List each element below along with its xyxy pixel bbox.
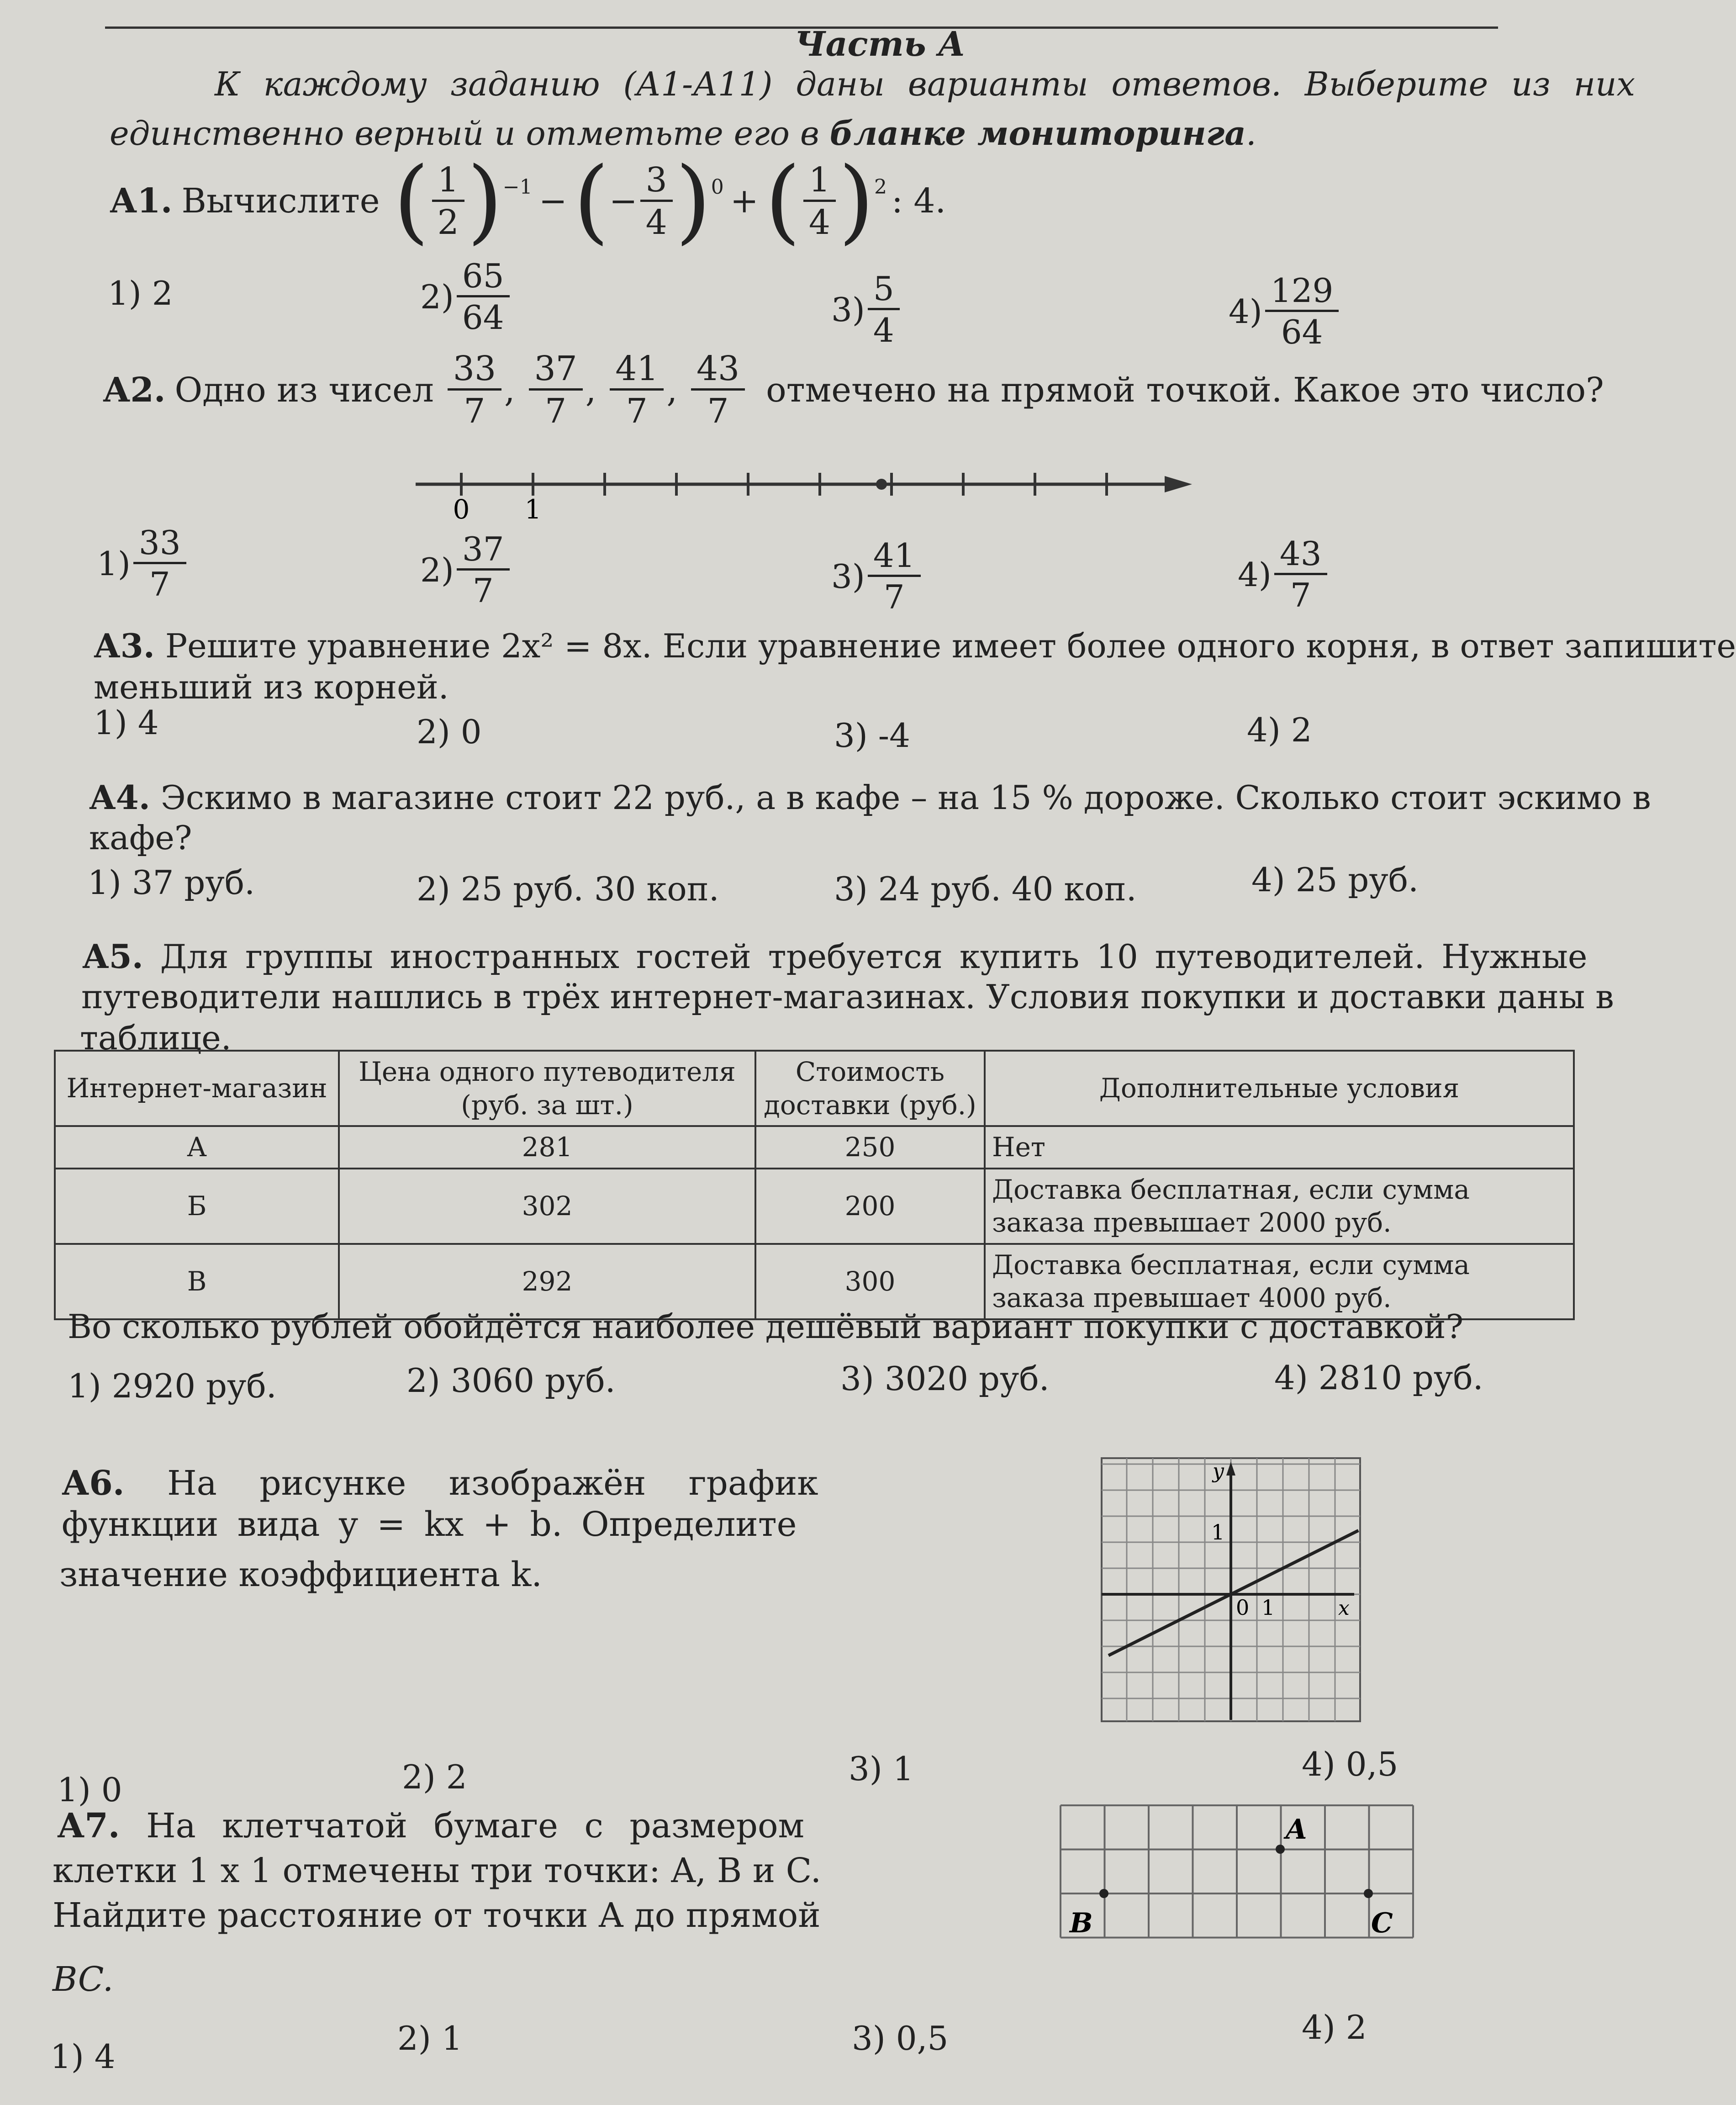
a2-opt1-n: 33 <box>133 526 186 564</box>
a1-f3-den: 4 <box>808 202 830 242</box>
a2-f2-n: 37 <box>529 352 583 391</box>
a7-label-b: B <box>1070 1907 1093 1939</box>
a1-option-1[interactable] <box>108 274 173 312</box>
intro-line-2-a: единственно верный и отметьте его в <box>110 114 830 153</box>
intro-line-2-c: . <box>1245 114 1256 153</box>
a1-paren-open-1: ( <box>393 148 429 254</box>
a7-grid-lines <box>1061 1805 1413 1938</box>
a6-option-4[interactable]: 4) 0,5 <box>1302 1745 1398 1783</box>
a2-opt4-n: 43 <box>1274 537 1327 575</box>
a2-opt1-num: 1) <box>97 544 131 583</box>
a2-opt3-frac <box>868 536 921 616</box>
a5-th-shop: Интернет-магазин <box>55 1051 339 1126</box>
a2-option-1[interactable] <box>97 526 189 601</box>
a1-opt2-n: 65 <box>457 259 510 297</box>
a1-f1-den: 2 <box>437 202 459 242</box>
a1-option-2[interactable] <box>420 257 512 337</box>
a4-label: А4. <box>89 778 150 817</box>
a1-fraction-1 <box>432 160 464 242</box>
table-row <box>55 1126 1574 1169</box>
a1-opt3-num: 3) <box>831 290 865 329</box>
a5-text-1: Для группы иностранных гостей требуется купить 10 путеводителей. Нужные <box>160 937 1588 976</box>
a1-paren-open-3: ( <box>765 148 801 254</box>
a2-f4-d: 7 <box>707 391 729 431</box>
a1-plus: + <box>730 181 759 221</box>
a5-table-header <box>55 1051 1574 1126</box>
a3-option-4[interactable]: 4) 2 <box>1247 711 1312 749</box>
a1-opt2-d: 64 <box>462 298 504 337</box>
a2-opt4-frac <box>1274 534 1327 614</box>
a7-option-1[interactable]: 1) 4 <box>50 2037 116 2076</box>
a2-f2-d: 7 <box>545 391 567 431</box>
a7-line-2: клетки 1 х 1 отмечены три точки: A, B и C. <box>53 1851 822 1890</box>
a2-number-line <box>411 457 1197 530</box>
a6-one-x-label: 1 <box>1261 1595 1275 1620</box>
a6-option-2[interactable]: 2) 2 <box>402 1758 467 1796</box>
a2-opt1-d: 7 <box>149 565 170 603</box>
a1-opt4-num: 4) <box>1229 292 1262 331</box>
a2-comma-1: , <box>504 370 515 410</box>
a2-f1-n: 33 <box>448 352 501 391</box>
a5-option-3[interactable]: 3) 3020 руб. <box>840 1359 1050 1398</box>
a1-paren-close-3: ) <box>838 148 874 254</box>
a2-frac-1 <box>448 349 501 431</box>
a3-label: А3. <box>94 626 155 665</box>
a1-paren-open-2: ( <box>573 148 609 254</box>
a2-option-2[interactable] <box>420 530 512 610</box>
a4-text-1: Эскимо в магазине стоит 22 руб., а в кафе – на 15 % дороже. Сколько стоит эскимо в <box>160 778 1651 817</box>
a5-question: Во сколько рублей обойдётся наиболее дешёвый вариант покупки с доставкой? <box>68 1307 1464 1346</box>
a7-point-c <box>1364 1889 1373 1898</box>
a1-fraction-3 <box>803 160 836 242</box>
a5-th-conditions: Дополнительные условия <box>985 1051 1574 1126</box>
a1-opt3-n: 5 <box>868 272 900 310</box>
a2-opt3-num: 3) <box>831 557 865 596</box>
a5-th-delivery: Стоимость доставки (руб.) <box>755 1051 985 1126</box>
a1-paren-close-1: ) <box>467 148 503 254</box>
a5-label: А5. <box>82 937 143 976</box>
a4-option-2[interactable]: 2) 25 руб. 30 коп. <box>417 870 719 908</box>
a5-cell: Нет <box>985 1126 1574 1169</box>
a2-f4-n: 43 <box>691 352 745 391</box>
a2-f1-d: 7 <box>464 391 485 431</box>
a2-f3-n: 41 <box>610 352 664 391</box>
a1-f1-num: 1 <box>432 163 464 202</box>
intro-line-1: К каждому заданию (А1-А11) даны варианты ответов. Выберите из них <box>215 65 1636 103</box>
a5-option-1[interactable]: 1) 2920 руб. <box>68 1367 277 1405</box>
a2-tail: отмечено на прямой точкой. Какое это число? <box>766 370 1604 410</box>
a1-paren-close-2: ) <box>675 148 711 254</box>
a2-f3-d: 7 <box>626 391 648 431</box>
a6-y-label: y <box>1213 1460 1224 1483</box>
a2-axis-arrow <box>1165 476 1192 492</box>
a1-opt2-num: 2) <box>420 277 454 316</box>
a7-label-a: A <box>1286 1814 1307 1846</box>
a3-option-2[interactable]: 2) 0 <box>417 713 482 751</box>
a4-option-1[interactable]: 1) 37 руб. <box>88 863 255 902</box>
a4-option-3[interactable]: 3) 24 руб. 40 коп. <box>834 870 1137 908</box>
a2-opt2-d: 7 <box>472 571 494 610</box>
a2-opt2-frac <box>457 530 510 610</box>
a5-th-price: Цена одного путеводителя (руб. за шт.) <box>339 1051 755 1126</box>
a2-option-4[interactable] <box>1238 534 1330 614</box>
a7-label-c: C <box>1371 1907 1393 1939</box>
a2-opt1-frac <box>133 526 186 601</box>
a1-f3-num: 1 <box>803 163 836 202</box>
a5-option-2[interactable]: 2) 3060 руб. <box>406 1361 616 1400</box>
a6-line-3: значение коэффициента k. <box>59 1555 542 1594</box>
a1-f1-exponent: −1 <box>502 175 533 199</box>
intro-line-2-bold: бланке мониторинга <box>829 114 1246 153</box>
a5-cell: Б <box>55 1169 339 1244</box>
a1-f2-den: 4 <box>645 202 667 242</box>
a4-line-2: кафе? <box>89 819 192 857</box>
a1-f3-exponent: 2 <box>874 175 887 199</box>
a1-f2-num: 3 <box>640 163 673 202</box>
a1-tail: : 4. <box>891 181 946 221</box>
a5-line-2: путеводители нашлись в трёх интернет-магазинах. Условия покупки и доставки даны в <box>81 978 1614 1016</box>
a2-opt4-d: 7 <box>1290 576 1311 614</box>
a6-x-label: x <box>1338 1597 1350 1620</box>
a6-graph <box>1101 1457 1361 1722</box>
a3-line-1 <box>94 626 1736 665</box>
a3-option-1[interactable]: 1) 4 <box>94 703 159 742</box>
a5-cell: 250 <box>755 1126 985 1169</box>
a5-cell: 281 <box>339 1126 755 1169</box>
a7-point-b <box>1099 1889 1108 1898</box>
a2-opt2-num: 2) <box>420 550 454 589</box>
a1-opt3-frac <box>868 272 900 347</box>
a6-line-1 <box>62 1464 818 1503</box>
a1-opt4-d: 64 <box>1281 313 1323 351</box>
part-title: Часть А <box>795 25 966 64</box>
a4-option-4[interactable]: 4) 25 руб. <box>1251 861 1419 899</box>
a2-zero-label: 0 <box>453 494 470 525</box>
a7-text-1: На клетчатой бумаге с размером <box>146 1806 805 1846</box>
a2-opt3-d: 7 <box>883 578 905 616</box>
a2-opt4-num: 4) <box>1238 555 1272 594</box>
a7-grid <box>1060 1800 1416 1946</box>
a1-option-4[interactable] <box>1229 271 1341 351</box>
a7-line-4: BC. <box>53 1960 114 1999</box>
a7-option-3[interactable]: 3) 0,5 <box>852 2019 949 2057</box>
a5-cell: 200 <box>755 1169 985 1244</box>
a7-option-2[interactable]: 2) 1 <box>397 2019 463 2057</box>
a7-label: А7. <box>57 1806 120 1846</box>
a3-text-1: Решите уравнение 2x² = 8x. Если уравнение имеет более одного корня, в ответ запишите <box>165 627 1736 665</box>
a2-option-3[interactable] <box>831 536 923 616</box>
table-row <box>55 1169 1574 1244</box>
a6-one-y-label: 1 <box>1211 1520 1225 1544</box>
a2-marked-point <box>876 479 887 490</box>
a6-origin-label: 0 <box>1236 1595 1250 1620</box>
a1-opt3-d: 4 <box>873 311 894 349</box>
a5-table <box>54 1050 1575 1320</box>
a2-frac-2 <box>529 349 583 431</box>
a3-line-2: меньший из корней. <box>94 668 449 706</box>
a7-point-a <box>1276 1845 1285 1854</box>
a1-fraction-2 <box>640 160 673 242</box>
a3-option-3[interactable]: 3) -4 <box>834 716 910 755</box>
a5-cell: 302 <box>339 1169 755 1244</box>
a2-frac-4 <box>691 349 745 431</box>
a1-opt1-value: 2 <box>152 274 173 312</box>
a6-option-3[interactable]: 3) 1 <box>849 1750 914 1788</box>
a2-question <box>103 349 1604 431</box>
a2-label: А2. <box>103 370 166 410</box>
a7-line-1 <box>57 1806 805 1846</box>
a1-option-3[interactable] <box>831 272 902 347</box>
intro-line-2 <box>110 114 1256 153</box>
a5-cell: А <box>55 1126 339 1169</box>
a1-neg: − <box>609 181 638 221</box>
a5-cell: 300 <box>755 1244 985 1319</box>
a6-line-2: функции вида y = kx + b. Определите <box>62 1505 797 1544</box>
a1-question <box>110 148 946 254</box>
a7-option-4[interactable]: 4) 2 <box>1302 2008 1367 2047</box>
a1-opt2-frac <box>457 257 510 337</box>
a2-text: Одно из чисел <box>174 370 434 410</box>
a5-line-3: таблице. <box>80 1019 232 1057</box>
a5-cell: Доставка бесплатная, если сумма заказа превышает 2000 руб. <box>985 1169 1574 1244</box>
a5-cell: В <box>55 1244 339 1319</box>
a5-option-4[interactable]: 4) 2810 руб. <box>1274 1359 1483 1397</box>
a2-comma-3: , <box>666 370 677 410</box>
a2-comma-2: , <box>585 370 596 410</box>
a4-line-1 <box>89 778 1651 817</box>
a1-opt4-frac <box>1265 271 1339 351</box>
a1-minus: − <box>538 181 567 221</box>
a6-label: А6. <box>62 1464 125 1503</box>
a1-opt1-num: 1) <box>108 274 142 312</box>
a5-cell: Доставка бесплатная, если сумма заказа превышает 4000 руб. <box>985 1244 1574 1319</box>
a2-opt2-n: 37 <box>457 533 510 571</box>
a5-cell: 292 <box>339 1244 755 1319</box>
a1-text: Вычислите <box>181 181 380 221</box>
a1-f2-exponent: 0 <box>711 175 724 199</box>
a6-text-1: На рисунке изображён график <box>167 1464 818 1503</box>
a6-option-1[interactable]: 1) 0 <box>57 1771 122 1809</box>
a1-opt4-n: 129 <box>1265 274 1339 312</box>
a1-label: А1. <box>110 181 173 221</box>
a2-opt3-n: 41 <box>868 539 921 577</box>
a2-frac-3 <box>610 349 664 431</box>
a5-line-1 <box>82 937 1588 976</box>
a2-one-label: 1 <box>524 494 542 525</box>
a7-line-3: Найдите расстояние от точки A до прямой <box>53 1896 821 1935</box>
